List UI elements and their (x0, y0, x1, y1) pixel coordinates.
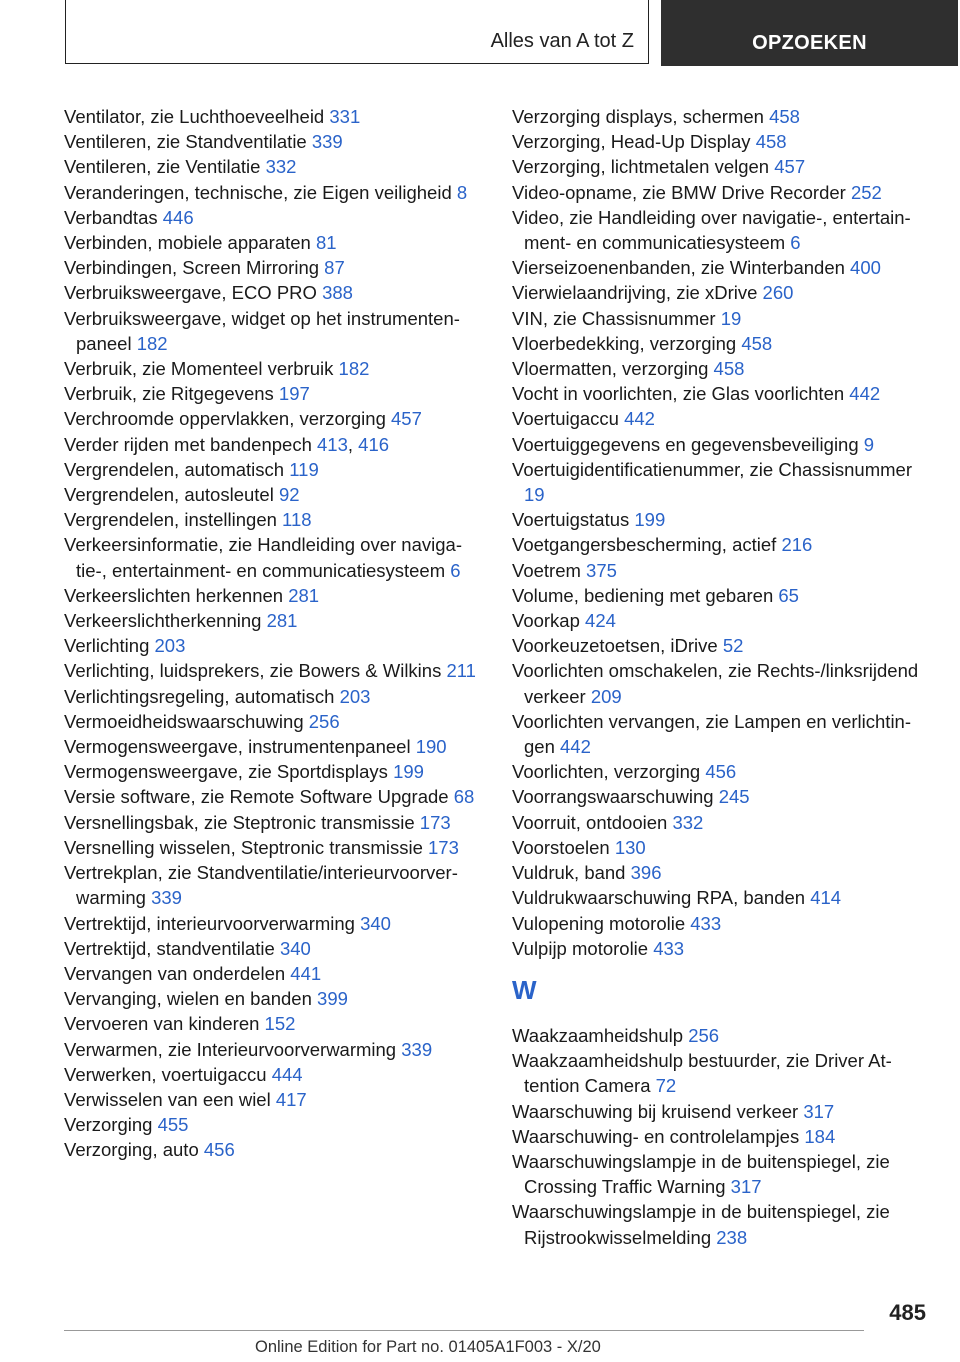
index-entry-text: Versnelling wisselen, Steptronic transmissie (64, 836, 423, 858)
page-reference-link[interactable]: 442 (849, 383, 881, 405)
index-entry-text: Versnellingsbak, zie Steptronic transmissie (64, 811, 415, 833)
index-entry (512, 1048, 932, 1098)
index-entry (64, 583, 480, 608)
index-entry (512, 1124, 932, 1149)
index-entry: Verder rijden met bandenpech 413, 416 (64, 433, 390, 455)
index-letter-heading: W (512, 974, 537, 1005)
page-reference-link[interactable]: 130 (614, 836, 646, 858)
index-entry-text: Verkeerslichtherkenning (64, 610, 262, 632)
index-entry-text: Voorkap (512, 610, 580, 632)
index-entry (64, 709, 480, 734)
index-entry-text: Verwarmen, zie Interieurvoorverwarming (64, 1038, 397, 1060)
page-reference-link[interactable]: 182 (338, 358, 370, 380)
index-entry-text: Vermogensweergave, instrumentenpaneel (64, 736, 411, 758)
index-entry (64, 280, 480, 305)
index-entry-text: Vuldrukwaarschuwing RPA, banden (512, 887, 806, 909)
page-reference-link[interactable]: 458 (713, 358, 745, 380)
index-entry (64, 658, 480, 683)
index-entry-text: Vergrendelen, autosleutel (64, 484, 274, 506)
index-entry (512, 936, 932, 961)
index-entry (64, 104, 480, 129)
page-reference-link[interactable]: 19 (524, 484, 545, 506)
page-reference-link[interactable]: 413 (317, 433, 348, 455)
index-entry (512, 885, 932, 910)
index-entry (512, 532, 932, 557)
index-entry-text: Verlichting (64, 635, 150, 657)
index-entry-text: Verbruik, zie Ritgegevens (64, 383, 274, 405)
index-entry (64, 734, 480, 759)
page-reference-link[interactable]: 211 (446, 660, 476, 682)
index-entry-text: Video-opname, zie BMW Drive Recorder (512, 181, 846, 203)
index-entry-text: Voorlichten omschakelen, zie Rechts-/linksrijdend verkeer (512, 660, 919, 707)
index-entry (64, 154, 480, 179)
page-reference-link[interactable]: 260 (762, 282, 794, 304)
index-entry-text: Vuldruk, band (512, 862, 626, 884)
index-group-v (512, 104, 932, 961)
page-reference-link[interactable]: 87 (324, 257, 345, 279)
index-entry-text: Voertuigstatus (512, 509, 630, 531)
page-reference-link[interactable]: 281 (288, 584, 320, 606)
index-entry-text: Verzorging, auto (64, 1139, 199, 1161)
page-reference-link[interactable]: 458 (769, 106, 800, 127)
index-entry (512, 205, 932, 255)
index-entry (512, 154, 932, 179)
page-reference-link[interactable]: 457 (391, 408, 422, 430)
page-reference-link[interactable]: 400 (850, 257, 881, 279)
index-entry-text: Verbruik, zie Momenteel verbruik (64, 358, 334, 380)
page-reference-link[interactable]: 19 (720, 307, 742, 329)
index-entry-text: Voorlichten, verzorging (512, 761, 701, 783)
index-entry-text: Vulpijp motorolie (512, 937, 649, 959)
page-reference-link[interactable]: 190 (415, 736, 447, 758)
page-reference-link[interactable]: 416 (358, 433, 390, 455)
index-entry (512, 306, 932, 331)
page-reference-link[interactable]: 173 (419, 811, 451, 833)
index-entry-text: Vulopening motorolie (512, 912, 686, 934)
page-reference-link[interactable]: 458 (741, 332, 773, 354)
index-entry (512, 860, 932, 885)
index-entry-text: Vloermatten, verzorging (512, 358, 709, 380)
index-entry (512, 1023, 932, 1048)
index-column-left (64, 104, 480, 1163)
index-entry (64, 784, 480, 809)
index-entry-text: Verzorging, lichtmetalen velgen (512, 156, 770, 178)
index-entry (512, 911, 932, 936)
page-reference-link[interactable]: 203 (339, 685, 371, 707)
page-reference-link[interactable]: 184 (804, 1125, 836, 1147)
index-entry (512, 406, 932, 431)
page-reference-link[interactable]: 182 (136, 332, 168, 354)
page-reference-link[interactable]: 396 (630, 862, 662, 884)
page-reference-link[interactable]: 6 (790, 232, 801, 254)
index-entry (512, 658, 932, 708)
page-reference-link[interactable]: 252 (850, 181, 882, 203)
index-entry-text: Vloerbedekking, verzorging (512, 332, 737, 354)
page-reference-link[interactable]: 444 (271, 1063, 303, 1085)
index-entry-text: Video, zie Handleiding over navigatie-, entertainment- en communicatiesysteem (512, 206, 911, 254)
page-reference-link[interactable]: 209 (590, 685, 622, 707)
footer-edition-text: Online Edition for Part no. 01405A1F003 - X/20 (255, 1338, 601, 1356)
index-entry-text: Verlichtingsregeling, automatisch (64, 685, 335, 707)
index-entry-text: Waakzaamheidshulp (512, 1024, 684, 1046)
index-entry (64, 356, 480, 381)
section-tab-label: Alles van A tot Z (490, 30, 634, 52)
index-entry (512, 835, 932, 860)
index-entry-text: Vergrendelen, automatisch (64, 458, 285, 480)
page-reference-link[interactable]: 8 (456, 181, 468, 203)
footer-divider (64, 1330, 864, 1331)
index-entry (512, 432, 932, 457)
index-entry-text: Verchroomde oppervlakken, verzorging (64, 408, 386, 430)
index-entry-text: Waarschuwing bij kruisend verkeer (512, 1100, 799, 1122)
index-entry (512, 129, 932, 154)
page-reference-link[interactable]: 399 (317, 988, 348, 1010)
page-reference-link[interactable]: 152 (264, 1013, 296, 1035)
index-entry-text: Vertrektijd, standventilatie (64, 937, 275, 959)
index-entry (512, 1099, 932, 1124)
index-entry-text: Vervoeren van kinderen (64, 1013, 260, 1035)
index-entry (64, 532, 480, 582)
index-entry (512, 180, 932, 205)
index-entry (64, 986, 480, 1011)
page-reference-link[interactable]: 388 (322, 282, 353, 304)
index-entry-text: Volume, bediening met gebaren (512, 584, 774, 606)
page-reference-link[interactable]: 442 (624, 408, 655, 430)
page-reference-link[interactable]: 458 (755, 131, 787, 153)
page-reference-link[interactable]: 331 (329, 106, 361, 127)
index-entry (512, 1149, 932, 1199)
page-reference-link[interactable]: 375 (586, 559, 617, 581)
index-entry (64, 1037, 480, 1062)
page-reference-link[interactable]: 197 (278, 383, 310, 405)
page-header (65, 0, 958, 66)
page-reference-link[interactable]: 455 (157, 1114, 189, 1136)
index-entry-text: Voorrangswaarschuwing (512, 786, 714, 808)
page-reference-link[interactable]: 456 (705, 761, 737, 783)
index-entry-text: Verlichting, luidsprekers, zie Bowers & Wilkins (64, 660, 442, 682)
index-column-right (512, 104, 932, 1250)
lookup-tab-label: OPZOEKEN (752, 32, 867, 54)
page-reference-link[interactable]: 119 (289, 458, 319, 480)
index-entry (64, 230, 480, 255)
page-reference-link[interactable]: 339 (151, 887, 182, 909)
index-entry-text: Waarschuwing- en controlelampjes (512, 1125, 800, 1147)
index-entry (64, 457, 480, 482)
index-entry (64, 1137, 480, 1162)
index-entry (64, 961, 480, 986)
page-reference-link[interactable]: 414 (810, 887, 842, 909)
index-entry-text: Versie software, zie Remote Software Upgrade (64, 786, 449, 808)
page-reference-link[interactable]: 340 (360, 912, 391, 934)
page-reference-link[interactable]: 203 (154, 635, 186, 657)
index-entry (512, 784, 932, 809)
page-reference-link[interactable]: 446 (162, 206, 194, 228)
index-entry-text: Vermogensweergave, zie Sportdisplays (64, 761, 388, 783)
index-entry-text: Verbandtas (64, 206, 158, 228)
index-entry (512, 709, 932, 759)
index-entry (64, 381, 480, 406)
index-entry (64, 1062, 480, 1087)
index-entry-text: Vierseizoenenbanden, zie Winterbanden (512, 257, 845, 279)
index-entry (64, 482, 480, 507)
index-entry (512, 104, 932, 129)
page-reference-link[interactable]: 216 (781, 534, 813, 556)
index-entry (64, 180, 480, 205)
index-entry-text: Verbruiksweergave, ECO PRO (64, 282, 317, 304)
index-entry (64, 810, 480, 835)
index-entry (512, 558, 932, 583)
index-entry-text: Waarschuwingslampje in de buitenspiegel, zie Crossing Traffic Warning (512, 1150, 890, 1198)
page-reference-link[interactable]: 118 (282, 509, 312, 531)
index-entry (64, 860, 480, 910)
index-entry (64, 684, 480, 709)
index-entry-text: Verwerken, voertuigaccu (64, 1063, 267, 1085)
index-entry-text: Vocht in voorlichten, zie Glas voorlichten (512, 383, 845, 405)
page-reference-link[interactable]: 441 (290, 962, 322, 984)
index-entry-text: Vertrekplan, zie Standventilatie/interieurvoorverwarming (64, 862, 458, 909)
index-entry-text: Verkeersinformatie, zie Handleiding over navigatie-, entertainment- en communicatiesysteem (64, 534, 462, 581)
page-reference-link[interactable]: 199 (634, 509, 666, 531)
index-entry-text: VIN, zie Chassisnummer (512, 307, 716, 329)
page-reference-link[interactable]: 81 (316, 232, 337, 254)
index-entry-text: Verzorging displays, schermen (512, 106, 764, 127)
index-entry-text: Voorstoelen (512, 836, 610, 858)
page-reference-link[interactable]: 456 (203, 1139, 235, 1161)
index-entry-text: Vervangen van onderdelen (64, 962, 286, 984)
index-entry-text: Waakzaamheidshulp bestuurder, zie Driver Attention Camera (512, 1050, 892, 1097)
page-reference-link[interactable]: 238 (716, 1226, 748, 1248)
page-reference-link[interactable]: 256 (688, 1024, 720, 1046)
index-entry (512, 1199, 932, 1249)
index-entry (64, 129, 480, 154)
page-reference-link[interactable]: 199 (393, 761, 424, 783)
page-reference-link[interactable]: 72 (655, 1075, 677, 1097)
index-entry (512, 633, 932, 658)
index-entry-text: Verder rijden met bandenpech (64, 433, 312, 455)
index-entry (64, 911, 480, 936)
index-entry (512, 507, 932, 532)
index-entry (512, 356, 932, 381)
page-reference-link[interactable]: 332 (672, 811, 704, 833)
index-entry (64, 1011, 480, 1036)
index-entry-text: Voertuigidentificatienummer, zie Chassisnummer (512, 458, 912, 480)
page-reference-link[interactable]: 317 (803, 1100, 835, 1122)
index-entry-text: Waarschuwingslampje in de buitenspiegel, zie Rijstrookwisselmelding (512, 1201, 890, 1248)
page-reference-link[interactable]: 339 (401, 1038, 433, 1060)
index-entry-text: Verzorging (64, 1114, 153, 1136)
index-entry-text: Voorkeuzetoetsen, iDrive (512, 635, 718, 657)
page-reference-link[interactable]: 281 (266, 610, 298, 632)
index-entry-text: Verzorging, Head-Up Display (512, 131, 751, 153)
page-reference-link[interactable]: 340 (279, 937, 311, 959)
index-entry (64, 205, 480, 230)
index-entry-text: Vermoeidheidswaarschuwing (64, 710, 304, 732)
index-entry (512, 280, 932, 305)
index-entry (512, 608, 932, 633)
index-group-w (512, 1023, 932, 1250)
index-entry-text: Ventileren, zie Ventilatie (64, 156, 261, 178)
index-entry (64, 1112, 480, 1137)
page-reference-link[interactable]: 245 (718, 786, 750, 808)
index-entry-text: Ventilator, zie Luchthoeveelheid (64, 106, 325, 127)
page-reference-link[interactable]: 6 (450, 559, 461, 581)
index-entry (512, 583, 932, 608)
index-entry-text: Voetrem (512, 559, 581, 581)
index-entry (64, 255, 480, 280)
index-entry-text: Voetgangersbescherming, actief (512, 534, 777, 556)
index-entry (64, 936, 480, 961)
index-entry-text: Voertuigaccu (512, 408, 619, 430)
index-entry-text: Verwisselen van een wiel (64, 1088, 271, 1110)
index-entry-text: Verbindingen, Screen Mirroring (64, 257, 320, 279)
page-reference-link[interactable]: 92 (278, 484, 300, 506)
index-entry-text: Voorruit, ontdooien (512, 811, 668, 833)
index-entry (512, 810, 932, 835)
index-entry (512, 759, 932, 784)
index-entry-text: Veranderingen, technische, zie Eigen veiligheid (64, 181, 452, 203)
index-entry (512, 457, 932, 507)
index-entry-text: Voertuiggegevens en gegevensbeveiliging (512, 433, 859, 455)
page-reference-link[interactable]: 68 (453, 786, 475, 808)
page-reference-link[interactable]: 442 (560, 736, 591, 758)
page-reference-link[interactable]: 332 (265, 156, 297, 178)
index-entry-text: Verbinden, mobiele apparaten (64, 232, 311, 254)
index-entry-text: Verbruiksweergave, widget op het instrumentenpaneel (64, 307, 460, 354)
index-entry-text: Vertrektijd, interieurvoorverwarming (64, 912, 355, 934)
index-entry (64, 608, 480, 633)
index-entry-text: Vervanging, wielen en banden (64, 988, 312, 1010)
page-reference-link[interactable]: 417 (275, 1088, 307, 1110)
index-entry-text: Vergrendelen, instellingen (64, 509, 277, 531)
index-entry (64, 835, 480, 860)
page-reference-link[interactable]: 65 (778, 584, 799, 606)
page-reference-link[interactable]: 256 (308, 710, 340, 732)
index-entry-text: Ventileren, zie Standventilatie (64, 131, 307, 153)
page-reference-link[interactable]: 173 (428, 836, 459, 858)
section-tab[interactable] (65, 0, 649, 64)
index-entry-text: Vierwielaandrijving, zie xDrive (512, 282, 758, 304)
page-reference-link[interactable]: 433 (690, 912, 722, 934)
page-number: 485 (889, 1300, 926, 1325)
page-reference-link[interactable]: 424 (585, 610, 616, 632)
index-entry (64, 406, 480, 431)
lookup-tab[interactable] (661, 0, 958, 66)
index-entry (64, 1087, 480, 1112)
index-entry-text: Verkeerslichten herkennen (64, 584, 284, 606)
page-reference-link[interactable]: 433 (653, 937, 685, 959)
page-reference-link[interactable]: 9 (863, 433, 875, 455)
index-entry (512, 255, 932, 280)
index-entry (64, 633, 480, 658)
index-entry (64, 759, 480, 784)
page-reference-link[interactable]: 457 (774, 156, 806, 178)
index-entry (64, 507, 480, 532)
index-entry-text: Voorlichten vervangen, zie Lampen en verlichtingen (512, 710, 912, 758)
index-entry (64, 306, 480, 356)
page-reference-link[interactable]: 339 (311, 131, 343, 153)
index-entry (512, 331, 932, 356)
page-reference-link[interactable]: 317 (730, 1176, 762, 1198)
page-reference-link[interactable]: 52 (722, 635, 744, 657)
index-entry (512, 381, 932, 406)
